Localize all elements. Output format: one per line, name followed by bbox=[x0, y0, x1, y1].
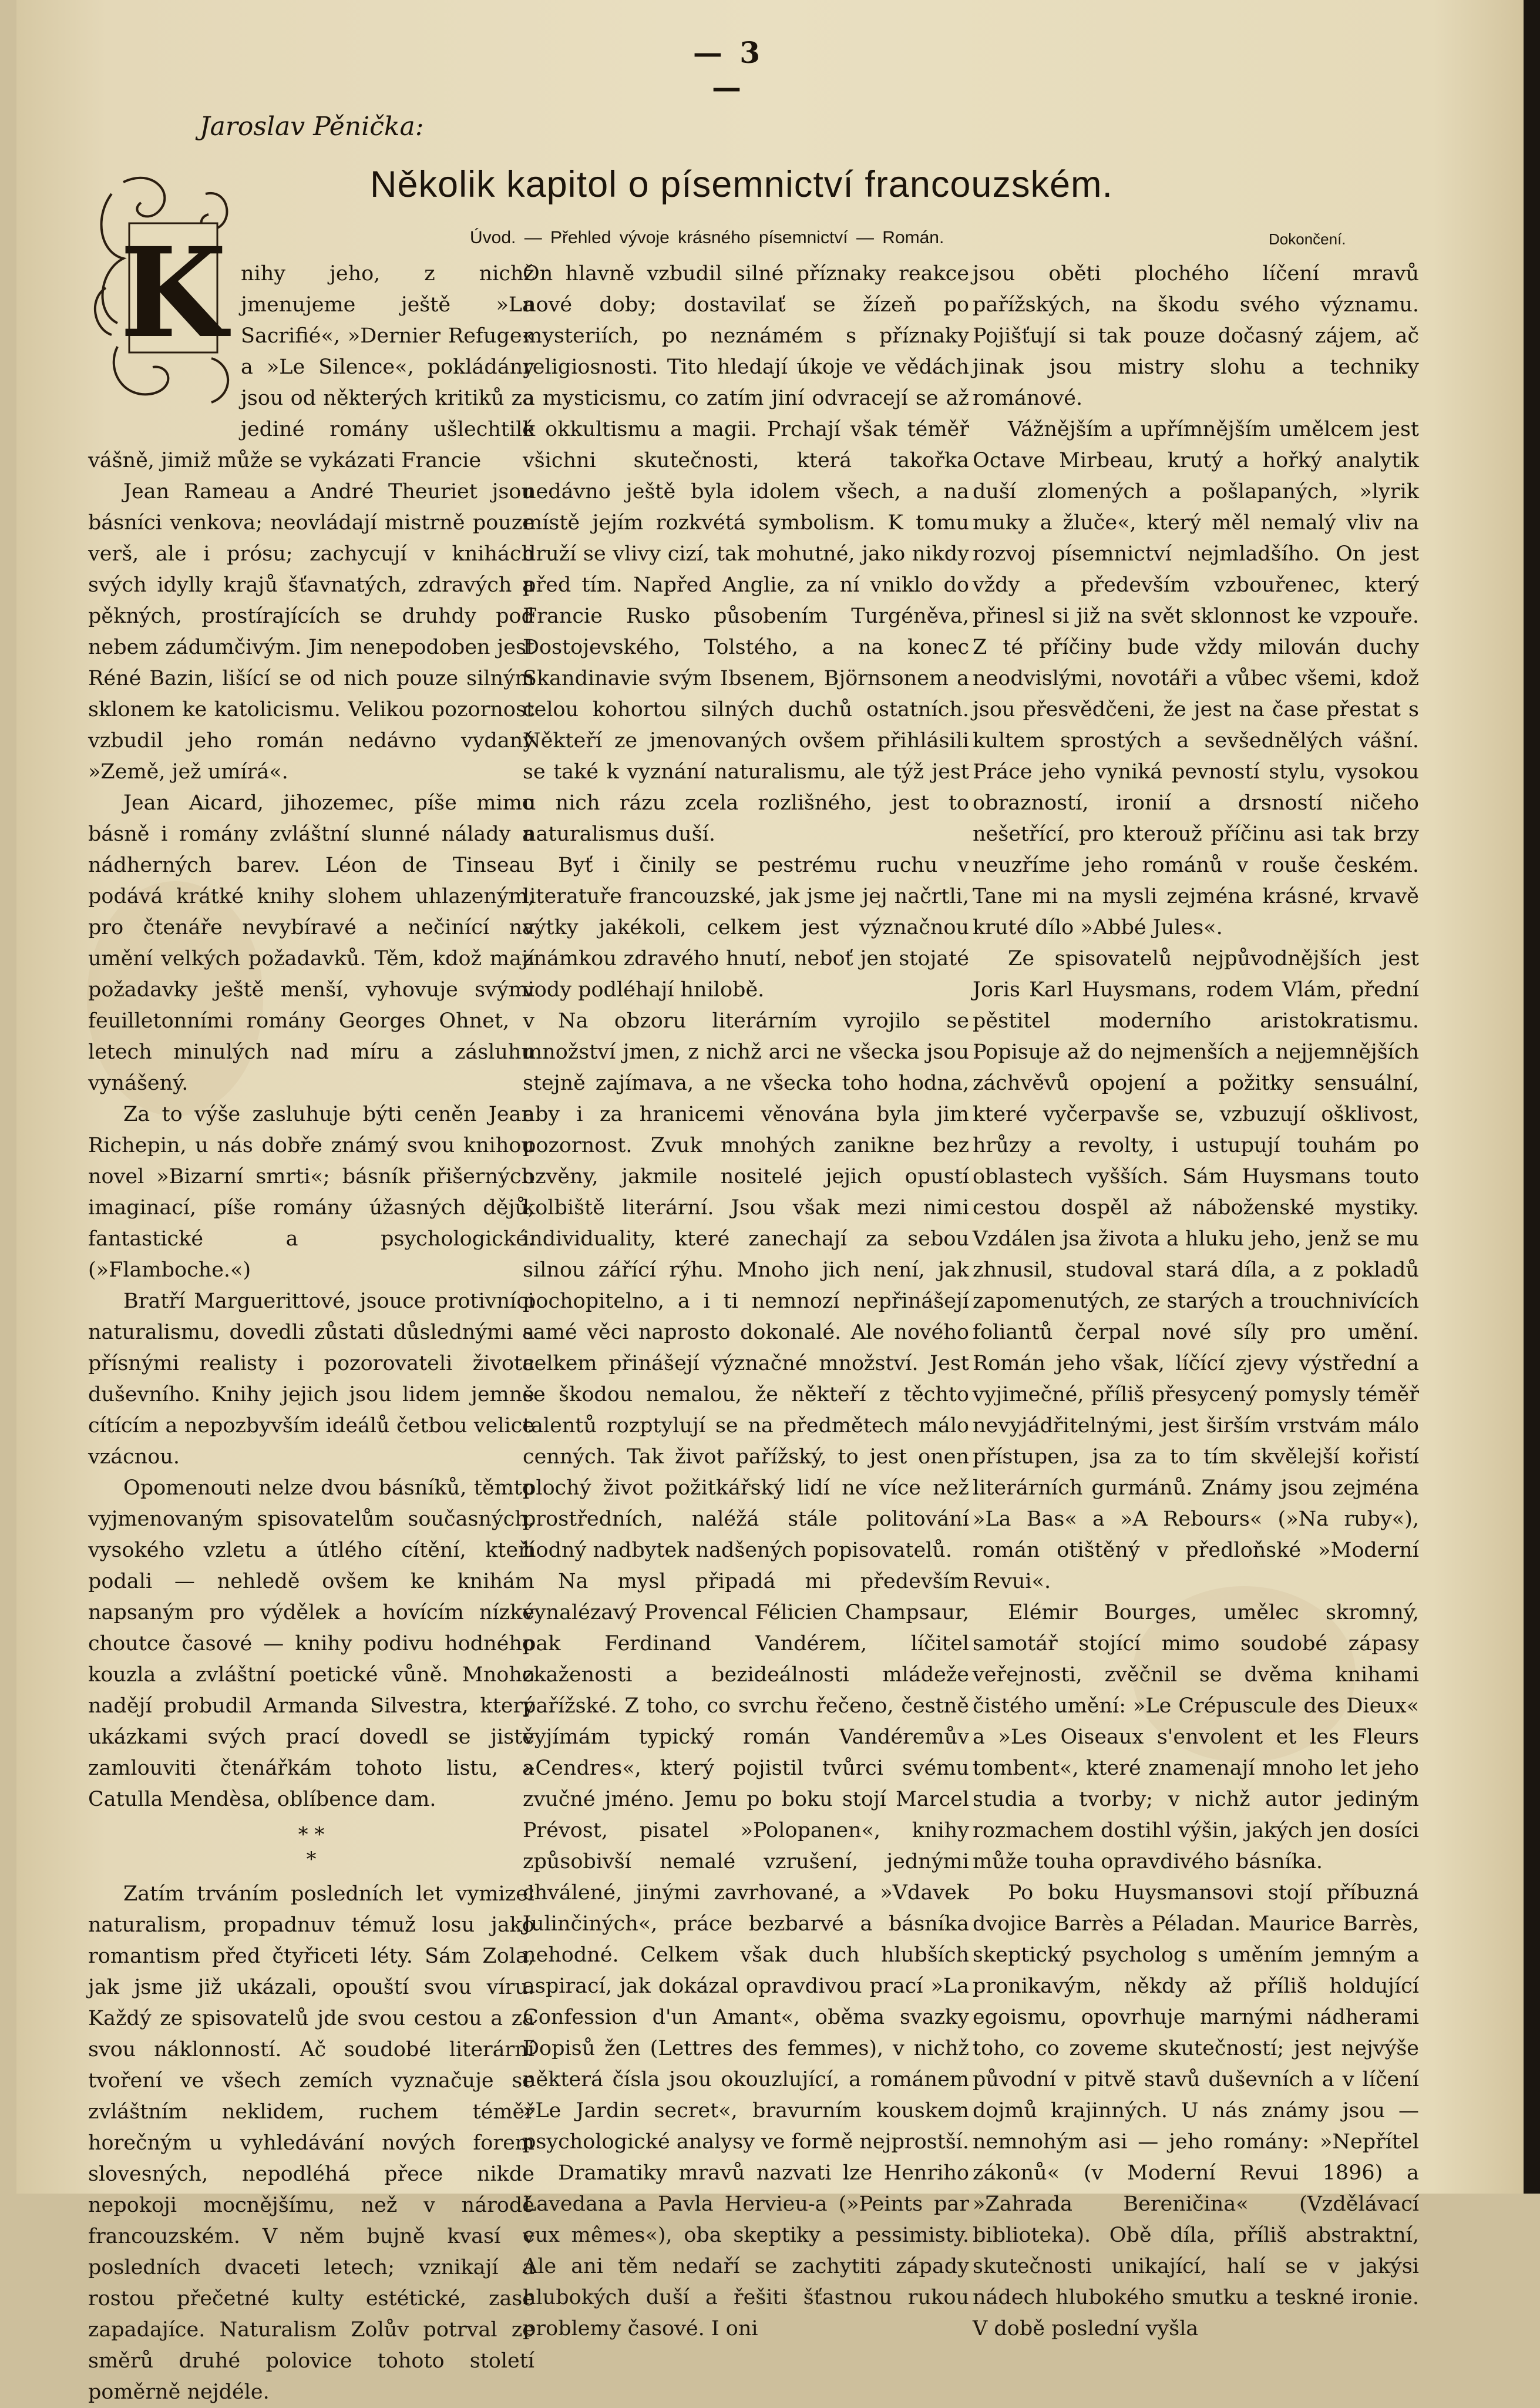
flourish-top bbox=[123, 178, 164, 217]
continuation-note: Dokončení. bbox=[1269, 230, 1346, 248]
paragraph: Bratří Marguerittové, jsouce protivníci naturalismu, dovedli zůstati důslednými a přísnými realisty i pozorovateli života duševního. Knihy jejich jsou lidem jemně cítícím a nepozbyvším ideálů četbou velice vzácnou. bbox=[88, 1289, 534, 1469]
article-title: Několik kapitol o písemnictví francouzském. bbox=[370, 164, 1113, 205]
page-edge-shadow bbox=[1524, 0, 1540, 2194]
author: Jaroslav Pěnička: bbox=[200, 112, 424, 142]
paragraph: Jean Aicard, jihozemec, píše mimo básně i romány zvláštní slunné nálady a nádherných barev. Léon de Tinseau podává krátké knihy slohem uhlazeným, pro čtenáře nevybíravé a nečinící na umění velkých požadavků. Těm, kdož mají požadavky ještě menší, vyhovuje svými feuilletonními romány Georges Ohnet, v letech minulých nad míru a zásluhu vynášený. bbox=[88, 791, 534, 1095]
initial-spacer bbox=[88, 258, 241, 435]
separator-star: * bbox=[306, 1848, 317, 1871]
paragraph: Elémir Bourges, umělec skromný, samotář stojící mimo soudobé zápasy veřejnosti, zvěčnil se dvěma knihami čistého umění: »Le Crépuscule des Dieux« a »Les Oiseaux s'envolent et les Fleurs tombent«, které znamenají mnoho let jeho studia a tvorby; v nichž autor jediným rozmachem dostihl výšin, jakých jen dosíci může touha opravdivého básníka. bbox=[973, 1601, 1419, 1873]
section-separator bbox=[88, 1822, 534, 1872]
paragraph: Jean Rameau a André Theuriet jsou básníci venkova; neovládají mistrně pouze verš, ale i prósu; zachycují v knihách svých idylly krajů šťavnatých, zdravých a pěkných, prostírajících se druhdy pod nebem zádumčivým. Jim nenepodoben jest Réné Bazin, lišící se od nich pouze silným sklonem ke katolicismu. Velikou pozornost vzbudil jeho román nedávno vydaný »Země, jež umírá«. bbox=[88, 480, 534, 784]
page-number: — 3 — bbox=[692, 35, 764, 105]
paragraph: Vážnějším a upřímnějším umělcem jest Octave Mirbeau, krutý a hořký analytik duší zlomených a pošlapaných, »lyrik muky a žluče«, který měl nemalý vliv na rozvoj písemnictví nejmladšího. On jest vždy a především vzbouřenec, který přinesl si již na svět sklonnost ke vzpouře. Z té příčiny bude vždy milován duchy neodvislými, novotáři a vůbec všemi, kdož jsou přesvědčeni, že jest na čase přestat s kultem sprostých a sevšednělých vášní. Práce jeho vyniká pevností stylu, vysokou obrazností, ironií a drsností ničeho nešetřící, pro kterouž příčinu asi tak brzy neuzříme jeho románů v rouše českém. Tane mi na mysli zejména krásné, krvavě kruté dílo »Abbé Jules«. bbox=[973, 418, 1419, 939]
separator-stars: * * bbox=[298, 1823, 325, 1846]
paragraph: Zatím trváním posledních let vymizel naturalism, propadnuv témuž losu jako romantism před čtyřiceti léty. Sám Zola, jak jsme již ukázali, opouští svou víru. Každý ze spisovatelů jde svou cestou a za svou náklonností. Ač soudobé literární tvoření ve všech zemích vyznačuje se zvláštním neklidem, ruchem téměř horečným u vyhledávání nových forem slovesných, nepodléhá přece nikde nepokoji mocnějšímu, než v národě francouzském. V něm bujně kvasí v posledních dvaceti letech; vznikají a rostou přečetné kulty estétické, zase zapadajíce. Naturalism Zolův potrval ze směrů druhé polovice tohoto století poměrně nejdéle. bbox=[88, 1882, 534, 2404]
column-3 bbox=[973, 258, 1419, 2340]
paragraph: nihy jeho, z nichž jmenujeme ještě »La Sacrifié«, »Dernier Refuge« a »Le Silence«, pokládány jsou od některých kritiků za jediné romány ušlechtilé vášně, jimiž může se vykázati Francie bbox=[88, 262, 534, 472]
column-2 bbox=[523, 258, 969, 2340]
paragraph: Na obzoru literárním vyrojilo se množství jmen, z nichž arci ne všecka jsou stejně zajímava, a ne všecka toho hodna, aby i za hranicemi věnována byla jim pozornost. Zvuk mnohých zanikne bez ozvěny, jakmile nositelé jejich opustí kolbiště literární. Jsou však mezi nimi individuality, které zanechají za sebou silnou zářící rýhu. Mnoho jich není, jak pochopitelno, a i ti nemnozí nepřinášejí samé věci naprosto dokonalé. Ale nového celkem přinášejí význačné množství. Jest se škodou nemalou, že někteří z těchto talentů rozptylují se na předmětech málo cenných. Tak život pařížský, to jest onen plochý život požitkářský lidí ne více než prostředních, naléžá stále politování hodný nadbytek nadšených popisovatelů. bbox=[523, 1009, 969, 1562]
paragraph: On hlavně vzbudil silné příznaky reakce nové doby; dostavilať se žízeň po mysteriích, po neznámém s příznaky religiosnosti. Tito hledají úkoje ve vědách a mysticismu, co zatím jiní odvracejí se až k okkultismu a magii. Prchají však téměř všichni skutečnosti, která takořka nedávno ještě byla idolem všech, a na místě jejím rozkvétá symbolism. K tomu druží se vlivy cizí, tak mohutné, jako nikdy před tím. Napřed Anglie, za ní vniklo do Francie Rusko působením Turgéněva, Dostojevského, Tolstého, a na konec Skandinavie svým Ibsenem, Björnsonem a celou kohortou silných duchů ostatních. Někteří ze jmenovaných ovšem přihlásili se také k vyznání naturalismu, ale týž jest u nich rázu zcela rozlišného, jest to naturalismus duší. bbox=[523, 262, 969, 846]
column-1 bbox=[88, 258, 534, 2404]
paragraph: Byť i činily se pestrému ruchu v literatuře francouzské, jak jsme jej načrtli, výtky jakékoli, celkem jest význačnou známkou zdravého hnutí, neboť jen stojaté vody podléhají hnilobě. bbox=[523, 854, 969, 1002]
paragraph: Dramatiky mravů nazvati lze Henriho Lavedana a Pavla Hervieu-a (»Peints par eux mêmes«), oba skeptiky a pessimisty. Ale ani těm nedaří se zachytiti západy hlubokých duší a řešiti šťastnou rukou problemy časové. I oni bbox=[523, 2161, 969, 2340]
paragraph: Na mysl připadá mi především vynalézavý Provencal Félicien Champsaur, pak Ferdinand Vandérem, líčitel zkaženosti a bezideálnosti mládeže pařížské. Z toho, co svrchu řečeno, čestně vyjímám typický román Vandéremův »Cendres«, který pojistil tvůrci svému zvučné jméno. Jemu po boku stojí Marcel Prévost, pisatel »Polopanen«, knihy způsobivší nemalé vzrušení, jednými chválené, jinými zavrhované, a »Vdavek Julinčiných«, práce bezbarvé a básníka nehodné. Celkem však duch hlubších aspirací, jak dokázal opravdivou prací »La Confession d'un Amant«, oběma svazky Dopisů žen (Lettres des femmes), v nichž některá čísla jsou okouzlující, a románem »Le Jardin secret«, bravurním kouskem psychologické analysy ve formě nejprostší. bbox=[523, 1570, 969, 2154]
paragraph: Za to výše zasluhuje býti ceněn Jean Richepin, u nás dobře známý svou knihou novel »Bizarní smrti«; básník přišerných imaginací, píše romány úžasných dějů, fantastické a psychologické. (»Flamboche.«) bbox=[88, 1103, 534, 1282]
paragraph: jsou oběti plochého líčení mravů pařížských, na škodu svého významu. Pojišťují si tak pouze dočasný zájem, ač jinak jsou mistry slohu a techniky románové. bbox=[973, 262, 1419, 410]
paragraph: Po boku Huysmansovi stojí příbuzná dvojice Barrès a Péladan. Maurice Barrès, skeptický psycholog s uměním jemným a pronikavým, někdy až příliš holdující egoismu, opovrhuje marnými nádherami toho, co zoveme skutečností; jest nejvýše původní v pitvě stavů duševních a v líčení dojmů krajinných. U nás známy jsou — nemnohým asi — jeho romány: »Nepřítel zákonů« (v Moderní Revui 1896) a »Zahrada Bereničina« (Vzdělávací biblioteka). Obě díla, příliš abstraktní, skutečnosti unikající, halí se v jakýsi nádech hlubokého smutku a teskné ironie. V době poslední vyšla bbox=[973, 1881, 1419, 2340]
paragraph: Ze spisovatelů nejpůvodnějších jest Joris Karl Huysmans, rodem Vlám, přední pěstitel moderního aristokratismu. Popisuje až do nejmenších a nejjemnějších záchvěvů opojení a požitky sensuální, které vyčerpavše se, vzbuzují ošklivost, hrůzy a revolty, i ustupují touhám po oblastech vyšších. Sám Huysmans touto cestou dospěl až náboženské mystiky. Vzdálen jsa života a hluku jeho, jenž se mu zhnusil, studoval stará díla, a z pokladů zapomenutých, ze starých a trouchnivících foliantů čerpal nové síly pro umění. Román jeho však, líčící zjevy výstřední a vyjimečné, příliš přesycený pomysly téměř nevyjádřitelnými, jest širším vrstvám málo přístupen, jsa za to tím skvělejší kořistí literárních gurmánů. Známy jsou zejména »La Bas« a »A Rebours« (»Na ruby«), román otištěný v předloňské »Moderní Revui«. bbox=[973, 947, 1419, 1593]
paragraph: Opomenouti nelze dvou básníků, těmto vyjmenovaným spisovatelům současných, vysokého vzletu a útlého cítění, kteří podali — nehledě ovšem ke knihám napsaným pro výdělek a hovícím nízké choutce časové — knihy podivu hodného kouzla a zvláštní poetické vůně. Mnoho nadějí probudil Armanda Silvestra, který ukázkami svých prací dovedl se jistě zamlouviti čtenářkám tohoto listu, a Catulla Mendèsa, oblíbence dam. bbox=[88, 1476, 534, 1811]
article-subtitle: Úvod. — Přehled vývoje krásného písemnictví — Román. bbox=[470, 228, 944, 247]
initial-letter: K bbox=[119, 220, 227, 365]
